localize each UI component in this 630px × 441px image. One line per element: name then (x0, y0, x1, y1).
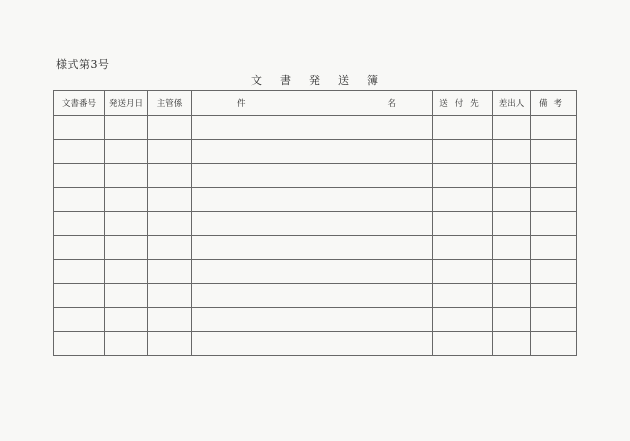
table-cell (433, 260, 493, 284)
table-row (54, 308, 577, 332)
table-cell (192, 284, 433, 308)
table-cell (433, 284, 493, 308)
col-header-dispatch-date: 発送月日 (105, 91, 148, 116)
table-cell (433, 116, 493, 140)
table-cell (433, 164, 493, 188)
table-cell (192, 260, 433, 284)
col-header-section: 主管係 (148, 91, 192, 116)
col-header-remarks: 備考 (531, 91, 577, 116)
table-cell (54, 116, 105, 140)
table-row (54, 284, 577, 308)
table-cell (54, 164, 105, 188)
col-header-destination: 送付先 (433, 91, 493, 116)
table-cell (493, 284, 531, 308)
table-cell (105, 284, 148, 308)
table-cell (192, 308, 433, 332)
table-row (54, 116, 577, 140)
table-row (54, 140, 577, 164)
table-cell (192, 188, 433, 212)
table-cell (531, 188, 577, 212)
col-header-doc-number: 文書番号 (54, 91, 105, 116)
table-cell (148, 284, 192, 308)
table-cell (148, 140, 192, 164)
table-cell (54, 260, 105, 284)
form-number-label: 様式第3号 (56, 58, 110, 71)
page-title: 文書発送簿 (251, 74, 396, 87)
table-cell (148, 116, 192, 140)
table-row (54, 332, 577, 356)
table-cell (54, 308, 105, 332)
table-cell (54, 284, 105, 308)
subject-header-inner (192, 97, 432, 109)
table-cell (433, 308, 493, 332)
table-cell (531, 284, 577, 308)
table-cell (192, 236, 433, 260)
table-cell (493, 332, 531, 356)
table-cell (148, 212, 192, 236)
table-cell (105, 260, 148, 284)
table-cell (433, 188, 493, 212)
table-cell (531, 140, 577, 164)
table-cell (148, 164, 192, 188)
table-cell (192, 212, 433, 236)
col-header-subject (192, 91, 433, 116)
table-cell (493, 188, 531, 212)
subject-label-right: 名 (387, 99, 396, 109)
table-cell (105, 116, 148, 140)
table-cell (148, 188, 192, 212)
table-cell (493, 164, 531, 188)
table-cell (54, 212, 105, 236)
table-cell (433, 332, 493, 356)
table-cell (105, 188, 148, 212)
table-row (54, 212, 577, 236)
table-cell (105, 308, 148, 332)
table-cell (148, 260, 192, 284)
table-cell (493, 140, 531, 164)
table-cell (54, 332, 105, 356)
table-cell (493, 260, 531, 284)
table-cell (531, 212, 577, 236)
table-header (54, 91, 577, 116)
table-cell (148, 332, 192, 356)
table-cell (54, 140, 105, 164)
table-row (54, 188, 577, 212)
table-cell (105, 140, 148, 164)
table-cell (531, 236, 577, 260)
table-cell (54, 188, 105, 212)
table-cell (105, 332, 148, 356)
table-cell (433, 140, 493, 164)
subject-label-left: 件 (237, 99, 246, 109)
table-cell (531, 116, 577, 140)
table-cell (493, 308, 531, 332)
table-cell (433, 236, 493, 260)
table-cell (531, 164, 577, 188)
table-cell (531, 260, 577, 284)
dispatch-register-table (53, 90, 577, 356)
table-body (54, 116, 577, 356)
table-cell (493, 236, 531, 260)
table-cell (105, 236, 148, 260)
table-cell (105, 164, 148, 188)
table-row (54, 164, 577, 188)
table-cell (493, 212, 531, 236)
table-cell (531, 332, 577, 356)
col-header-sender: 差出人 (493, 91, 531, 116)
table-cell (493, 116, 531, 140)
header-row (54, 91, 577, 116)
table-cell (148, 236, 192, 260)
table-cell (531, 308, 577, 332)
table-cell (192, 332, 433, 356)
table-cell (192, 116, 433, 140)
table-row (54, 260, 577, 284)
table-cell (148, 308, 192, 332)
table-row (54, 236, 577, 260)
table-cell (433, 212, 493, 236)
table-cell (192, 164, 433, 188)
table-cell (54, 236, 105, 260)
table-cell (192, 140, 433, 164)
table-cell (105, 212, 148, 236)
